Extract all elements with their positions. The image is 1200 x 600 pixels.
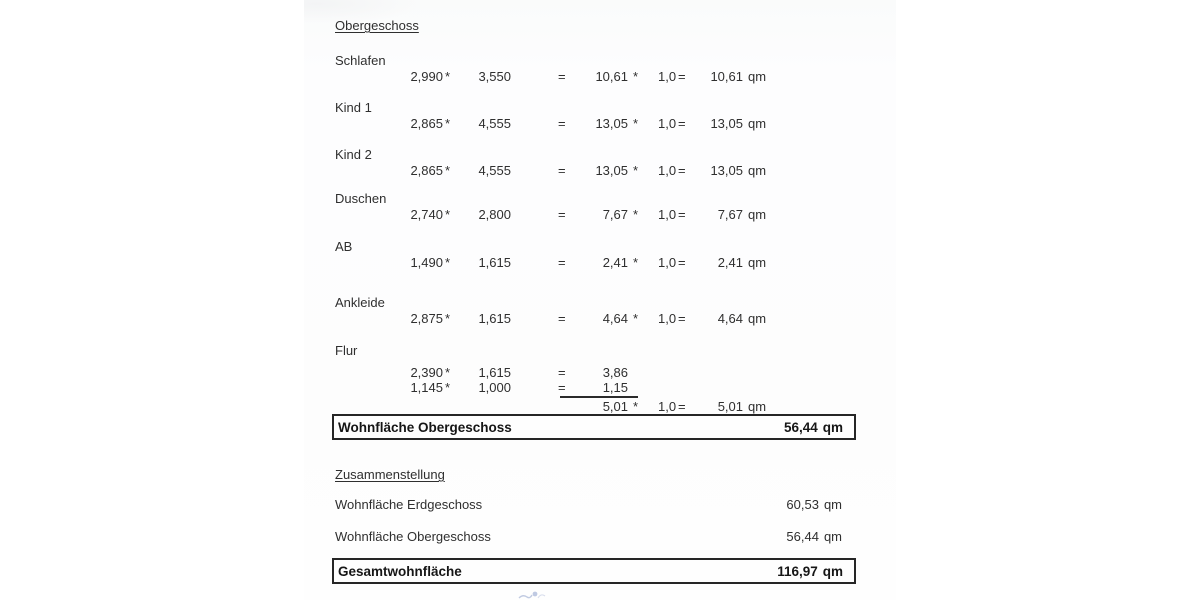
unit-label: qm [748,207,767,222]
equals-sign: = [678,255,686,270]
dim-b: 4,555 [478,116,511,131]
summary-row-value: 56,44 [786,529,819,544]
multiply-sign: * [445,311,451,326]
multiply-sign: * [633,399,639,414]
dim-b: 1,615 [478,365,511,380]
area-result: 3,86 [602,365,628,380]
multiply-sign: * [633,207,639,222]
final-area: 13,05 [710,163,743,178]
room-label: Ankleide [335,295,385,310]
multiply-sign: * [633,311,639,326]
area-result: 4,64 [602,311,628,326]
final-area: 7,67 [717,207,743,222]
unit-label: qm [822,419,843,435]
area-result: 5,01 [602,399,628,414]
summary-row-amount [604,497,842,512]
dim-a: 2,990 [410,69,443,84]
room-label: Kind 1 [335,100,372,115]
multiply-sign: * [445,69,451,84]
factor: 1,0 [658,399,677,414]
dim-a: 2,875 [410,311,443,326]
unit-label: qm [748,311,767,326]
multiply-sign: * [633,69,639,84]
summary-title: Zusammenstellung [335,467,445,482]
multiply-sign: * [633,163,639,178]
calc-sum-line [304,399,896,414]
summary-row-label: Wohnfläche Erdgeschoss [335,497,483,512]
final-area: 13,05 [710,116,743,131]
unit-label: qm [748,116,767,131]
dim-a: 1,145 [410,380,443,395]
section-total-value: 56,44 [783,419,818,435]
area-result: 13,05 [595,116,628,131]
grand-total-amount [777,564,843,579]
equals-sign: = [678,163,686,178]
equals-sign: = [558,69,566,84]
equals-sign: = [678,311,686,326]
factor: 1,0 [658,163,677,178]
multiply-sign: * [445,255,451,270]
dim-b: 1,000 [478,380,511,395]
room-label: Duschen [335,191,387,206]
equals-sign: = [678,69,686,84]
multiply-sign: * [445,380,451,395]
final-area: 10,61 [710,69,743,84]
multiply-sign: * [445,365,451,380]
equals-sign: = [678,116,686,131]
equals-sign: = [558,207,566,222]
grand-total-label: Gesamtwohnfläche [338,563,462,579]
ink-mark [517,589,547,600]
dim-a: 2,865 [410,163,443,178]
document-page [304,0,896,600]
dim-b: 3,550 [478,69,511,84]
calc-line [304,116,896,131]
dim-b: 1,615 [478,255,511,270]
final-area: 5,01 [717,399,743,414]
calc-line [304,163,896,178]
dim-b: 4,555 [478,163,511,178]
dim-b: 2,800 [478,207,511,222]
final-area: 4,64 [717,311,743,326]
summary-row-amount [604,529,842,544]
calc-line [304,255,896,270]
equals-sign: = [558,311,566,326]
sum-underline [560,396,638,398]
multiply-sign: * [445,163,451,178]
area-result: 10,61 [595,69,628,84]
equals-sign: = [558,116,566,131]
factor: 1,0 [658,207,677,222]
dim-a: 1,490 [410,255,443,270]
factor: 1,0 [658,311,677,326]
summary-row [304,529,896,544]
room-label: Schlafen [335,53,386,68]
summary-row-label: Wohnfläche Obergeschoss [335,529,491,544]
calc-line [304,69,896,84]
equals-sign: = [558,380,566,395]
multiply-sign: * [633,255,639,270]
factor: 1,0 [658,69,677,84]
section-total-amount [784,420,843,435]
multiply-sign: * [445,116,451,131]
unit-label: qm [823,529,842,544]
unit-label: qm [748,255,767,270]
equals-sign: = [558,255,566,270]
area-result: 2,41 [602,255,628,270]
area-result: 7,67 [602,207,628,222]
factor: 1,0 [658,255,677,270]
unit-label: qm [748,163,767,178]
unit-label: qm [748,69,767,84]
area-result: 1,15 [602,380,628,395]
section-total-label: Wohnfläche Obergeschoss [338,419,512,435]
dim-b: 1,615 [478,311,511,326]
area-result: 13,05 [595,163,628,178]
equals-sign: = [558,163,566,178]
dim-a: 2,865 [410,116,443,131]
room-label: Kind 2 [335,147,372,162]
calc-line [304,365,896,380]
unit-label: qm [822,563,843,579]
factor: 1,0 [658,116,677,131]
summary-row-value: 60,53 [786,497,819,512]
calc-line [304,207,896,222]
unit-label: qm [748,399,767,414]
calc-line [304,380,896,395]
unit-label: qm [823,497,842,512]
grand-total-box [332,558,856,584]
equals-sign: = [678,399,686,414]
section-title: Obergeschoss [335,18,419,33]
equals-sign: = [678,207,686,222]
calc-line [304,311,896,326]
grand-total-value: 116,97 [777,563,818,579]
final-area: 2,41 [717,255,743,270]
equals-sign: = [558,365,566,380]
multiply-sign: * [445,207,451,222]
multiply-sign: * [633,116,639,131]
room-label: Flur [335,343,358,358]
dim-a: 2,390 [410,365,443,380]
summary-row [304,497,896,512]
section-total-box [332,414,856,440]
dim-a: 2,740 [410,207,443,222]
room-label: AB [335,239,353,254]
